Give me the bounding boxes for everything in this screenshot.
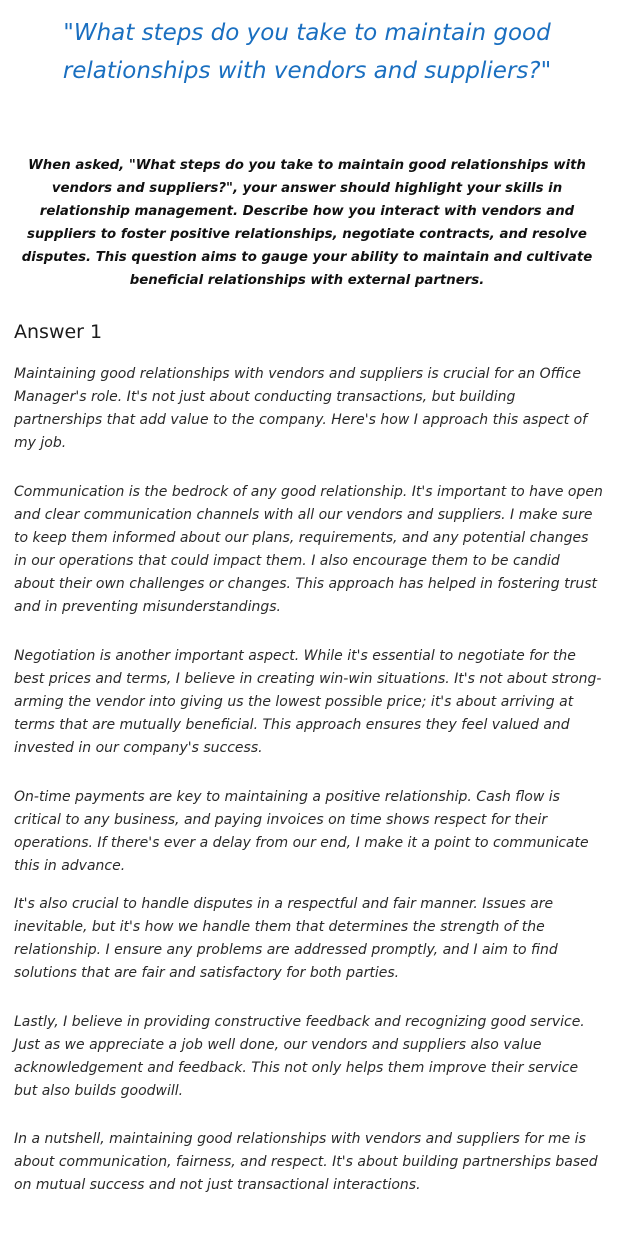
answer-paragraph-communication: Communication is the bedrock of any good relationship. It's important to have open and clear communication channels with all our vendors and suppliers. I make sure to keep them informed about our plans, requirements, and any potential changes in our operations that could impact them. I also encourage them to be candid about their own challenges or changes. This approach has helped in fostering trust and in preventing misunderstandings. xyxy=(14,484,603,615)
answer-paragraph-payments: On-time payments are key to maintaining a positive relationship. Cash flow is critical to any business, and paying invoices on time shows respect for their operations. If there's ever a delay from our end, I make it a point to communicate this in advance. xyxy=(14,789,589,874)
question-title: "What steps do you take to maintain good relationships with vendors and suppliers?" xyxy=(62,20,552,84)
answer-heading: Answer 1 xyxy=(14,321,103,343)
answer-paragraph-negotiation: Negotiation is another important aspect. While it's essential to negotiate for the best prices and terms, I believe in creating win-win situations. It's not about strong-arming the vendor into giving us the lowest possible price; it's about arriving at terms that are mutually beneficial. This approach ensures they feel valued and invested in our company's success. xyxy=(14,648,602,756)
answer-paragraph-feedback: Lastly, I believe in providing constructive feedback and recognizing good service. Just as we appreciate a job well done, our vendors and suppliers also value acknowledgement and feedback. This not only helps them improve their service but also builds goodwill. xyxy=(14,1014,585,1099)
answer-paragraph-disputes: It's also crucial to handle disputes in a respectful and fair manner. Issues are inevitable, but it's how we handle them that determines the strength of the relationship. I ensure any problems are addressed promptly, and I aim to find solutions that are fair and satisfactory for both parties. xyxy=(14,896,558,981)
answer-paragraph-intro: Maintaining good relationships with vendors and suppliers is crucial for an Office Manager's role. It's not just about conducting transactions, but building partnerships that add value to the company. Here's how I approach this aspect of my job. xyxy=(14,366,588,451)
answer-paragraph-summary: In a nutshell, maintaining good relationships with vendors and suppliers for me is about communication, fairness, and respect. It's about building partnerships based on mutual success and not just transactional interactions. xyxy=(14,1131,598,1193)
question-intro: When asked, "What steps do you take to maintain good relationships with vendors and suppliers?", your answer should highlight your skills in relationship management. Describe how you interact with vendors and suppliers to foster positive relationships, negotiate contracts, and resolve disputes. This question aims to gauge your ability to maintain and cultivate beneficial relationships with external partners. xyxy=(21,158,593,288)
